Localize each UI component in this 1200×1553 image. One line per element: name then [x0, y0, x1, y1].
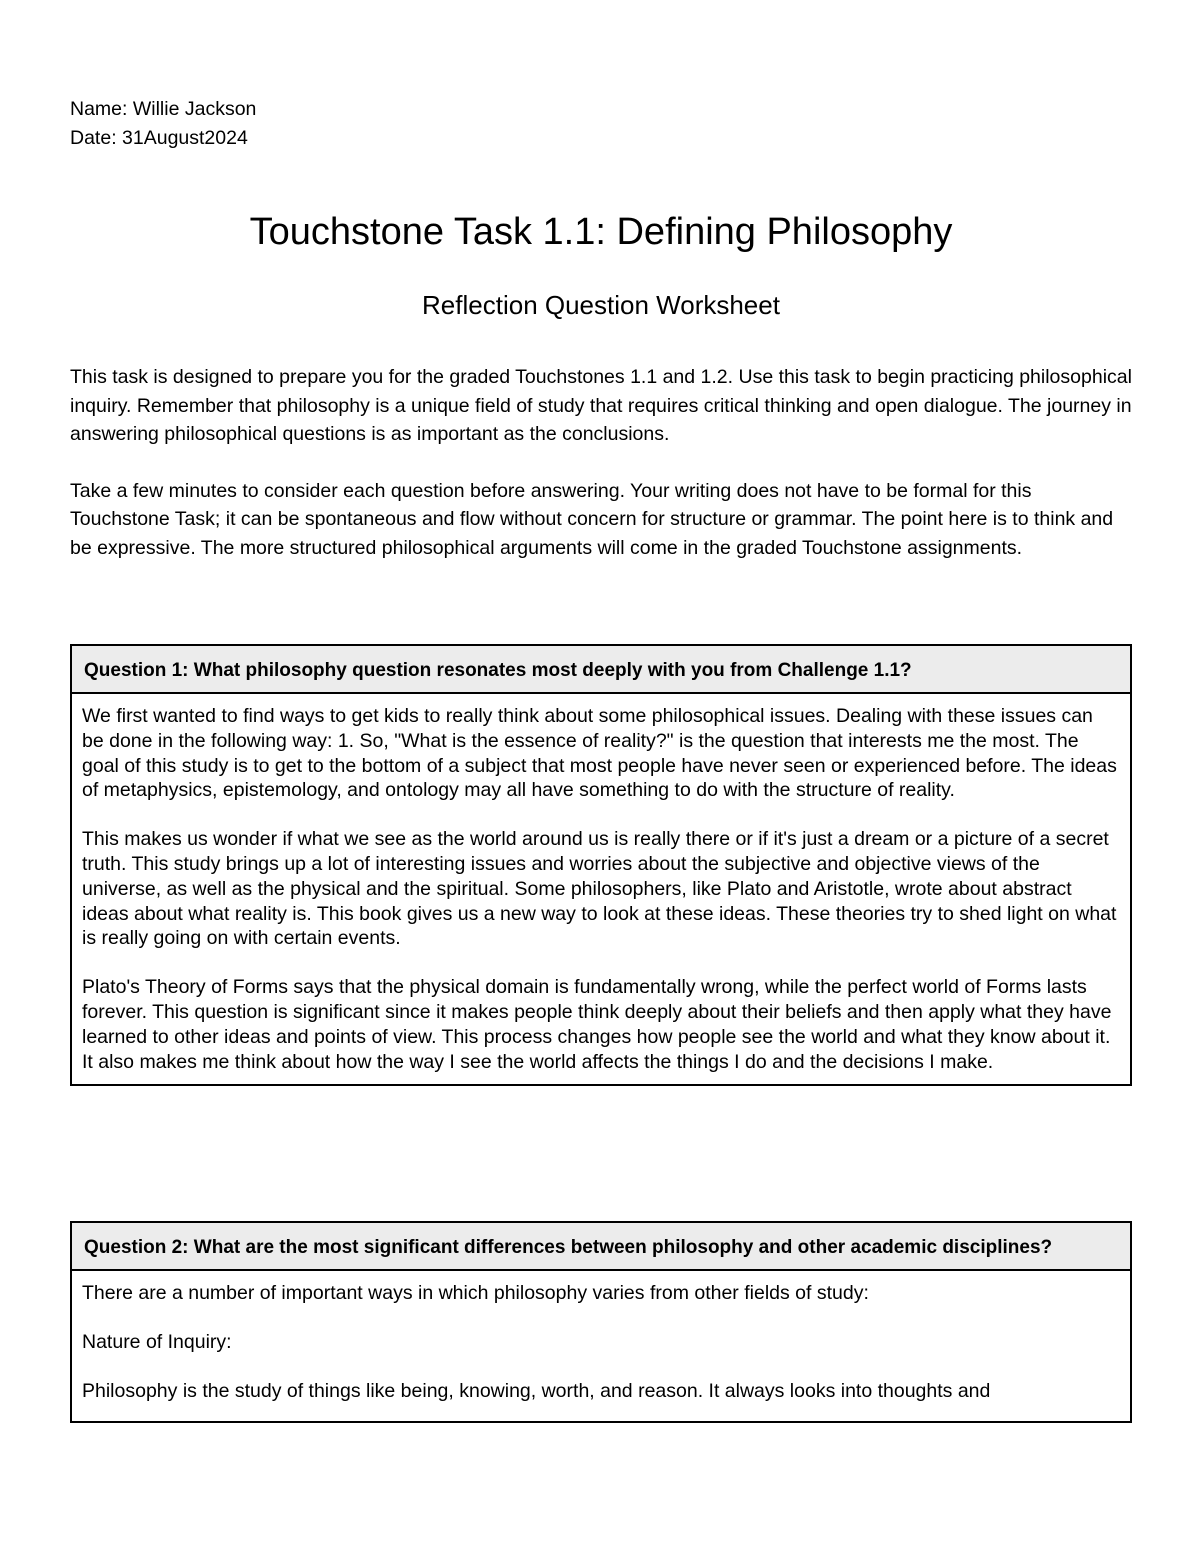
answer-paragraph: This makes us wonder if what we see as the world around us is really there or if it's just a dream or a picture of a secret truth. This study brings up a lot of interesting issues and worries about the subjective and objective views of the universe, as well as the physical and the spiritual. Some philosophers, like Plato and Aristotle, wrote about abstract ideas about what reality is. This book gives us a new way to look at these ideas. These theories try to shed light on what is really going on with certain events. — [82, 828, 1117, 950]
document-page — [70, 95, 1132, 1402]
answer-subheading: Nature of Inquiry: — [82, 1330, 232, 1353]
student-name: Name: Willie Jackson — [70, 98, 257, 120]
question-2-box — [70, 1221, 1132, 1423]
question-2-answer — [72, 1271, 1130, 1421]
instructions-paragraph: This task is designed to prepare you for the graded Touchstones 1.1 and 1.2. Use this task to begin practicing philosophical inquiry. Remember that philosophy is a unique field of study that requires critical thinking and open dialogue. The journey in answering philosophical questions is as important as the conclusions. — [70, 366, 1132, 445]
document-subtitle: Reflection Question Worksheet — [422, 290, 780, 320]
answer-paragraph: There are a number of important ways in which philosophy varies from other fields of study: — [82, 1282, 869, 1304]
answer-paragraph: Plato's Theory of Forms says that the physical domain is fundamentally wrong, while the perfect world of Forms lasts forever. This question is significant since it makes people think deeply about their beliefs and then apply what they have learned to other ideas and points of view. This process changes how people see the world and what they know about it. It also makes me think about how the way I see the world affects the things I do and the decisions I make. — [82, 976, 1112, 1073]
submission-date: Date: 31August2024 — [70, 127, 248, 149]
instructions-paragraph: Take a few minutes to consider each question before answering. Your writing does not have to be formal for this Touchstone Task; it can be spontaneous and flow without concern for structure or grammar. The point here is to think and be expressive. The more structured philosophical arguments will come in the graded Touchstone assignments. — [70, 479, 1114, 559]
question-1-heading: Question 1: What philosophy question resonates most deeply with you from Challenge 1.1? — [72, 646, 1130, 694]
question-1-answer — [72, 694, 1130, 1084]
answer-paragraph: Philosophy is the study of things like being, knowing, worth, and reason. It always looks into thoughts and — [82, 1379, 991, 1402]
instructions — [70, 363, 1132, 562]
document-title: Touchstone Task 1.1: Defining Philosophy — [249, 211, 953, 253]
answer-paragraph: We first wanted to find ways to get kids to really think about some philosophical issues. Dealing with these issues can be done in the following way: 1. So, "What is the essence of reality?" is the question that interests me the most. The goal of this study is to get to the bottom of a subject that most people have never seen or experienced before. The ideas of metaphysics, epistemology, and ontology may all have something to do with the structure of reality. — [82, 705, 1117, 802]
question-2-heading: Question 2: What are the most significant differences between philosophy and other academic disciplines? — [72, 1223, 1130, 1271]
question-1-box — [70, 644, 1132, 1086]
